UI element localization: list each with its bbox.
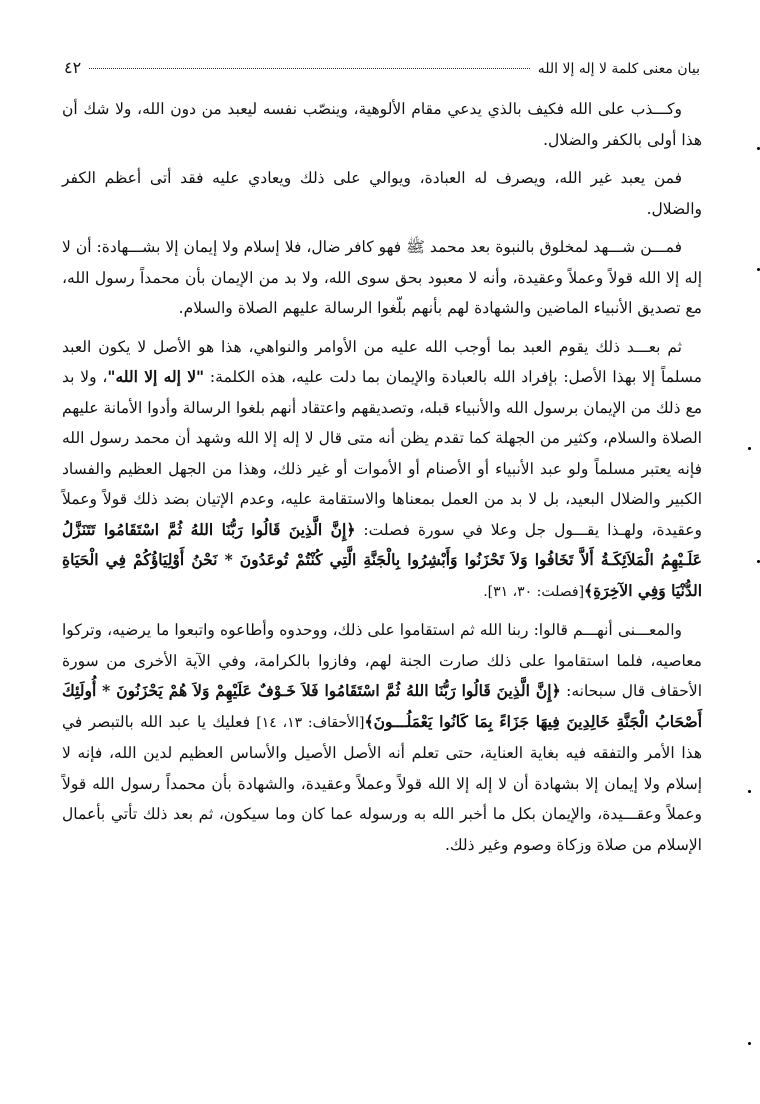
verse-reference-fussilat: [فصلت: ٣٠، ٣١].: [483, 583, 585, 600]
scan-mark: [748, 1042, 751, 1045]
paragraph-5-text-b: فعليك يا عبد الله بالتبصر في هذا الأمر والتفقه فيه بغاية العناية، حتى تعلم أنه الأصل الأصيل والأساس العظيم لدين الله، فإنه لا إسلام ولا إيمان إلا بشهادة أن لا إله إلا الله قولاً وعملاً وعقيدة، والشهادة بأن محمداً رسول الله قولاً وعملاً وعقـــيدة، والإيمان بكل ما أخبر الله به ورسوله عما كان وما سيكون، ثم بعد ذلك تأتي بأعمال الإسلام من صلاة وزكاة وصوم وغير ذلك.: [62, 712, 702, 854]
paragraph-1: وكـــذب على الله فكيف بالذي يدعي مقام الألوهية، وينصّب نفسه ليعبد من دون الله، ولا شك أن هذا أولى بالكفر والضلال.: [62, 100, 702, 149]
verse-reference-ahqaf: [الأحقاف: ١٣، ١٤]: [256, 714, 365, 731]
quran-verse-fussilat: ﴿إِنَّ الَّذِينَ قَالُوا رَبُّنَا اللهُ ثُمَّ اسْتَقَامُوا تَتَنَزَّلُ عَلَـيْهِمُ الْمَلاَئِكَـةُ أَلاَّ تَخَافُوا وَلاَ تَحْزَنُوا وَأَبْشِرُوا بِالْجَنَّةِ الَّتِي كُنْتُمْ تُوعَدُونَ * نَحْنُ أَوْلِيَاؤُكُمْ فِي الْحَيَاةِ الدُّنْيَا وَفِي الآخِرَةِ﴾: [62, 519, 702, 600]
paragraph-5: [62, 615, 702, 860]
dotted-leader: [89, 68, 530, 69]
paragraph-2: فمن يعبد غير الله، ويصرف له العبادة، ويوالي على ذلك ويعادي عليه فقد أتى أعظم الكفر والضلال.: [62, 169, 702, 218]
paragraph-5-text-a: والمعـــنى أنهـــم قالوا: ربنا الله ثم استقاموا على ذلك، ووحدوه وأطاعوه واتبعوا ما يرضيه، وتركوا معاصيه، فلما استقاموا على ذلك صارت الجنة لهم، وفازوا بالكرامة، وفي الآية الأخرى من سورة الأحقاف قال سبحانه:: [62, 621, 702, 700]
quran-verse-ahqaf: ﴿إِنَّ الَّذِينَ قَالُوا رَبُّنَا اللهُ ثُمَّ اسْتَقَامُوا فَلاَ خَـوْفٌ عَلَيْهِمْ وَلاَ هُمْ يَحْزَنُونَ * أُولَئِكَ أَصْحَابُ الْجَنَّةِ خَالِدِينَ فِيهَا جَزَاءً بِمَا كَانُوا يَعْمَلُـــونَ﴾: [62, 681, 702, 731]
running-header: [64, 58, 700, 77]
paragraph-4-text-a: ثم بعـــد ذلك يقوم العبد بما أوجب الله عليه من الأوامر والنواهي، هذا هو الأصل لا يكون العبد مسلماً إلا بهذا الأصل: بإفراد الله بالعبادة والإيمان بما دلت عليه، هذه الكلمة:: [62, 337, 702, 386]
header-title: بيان معنى كلمة لا إله إلا الله: [537, 61, 700, 77]
body-text: [62, 94, 702, 860]
shahada-phrase: "لا إله إلا الله": [107, 367, 205, 386]
scan-mark: [748, 447, 751, 450]
paragraph-4: [62, 332, 702, 608]
page-number: ٤٢: [64, 58, 82, 77]
scan-mark: [748, 790, 751, 793]
paragraph-3: فمـــن شـــهد لمخلوق بالنبوة بعد محمد ﷺ فهو كافر ضال، فلا إسلام ولا إيمان إلا بشـــهادة: أن لا إله إلا الله قولاً وعملاً وعقيدة، وأنه لا معبود بحق سوى الله، ولا بد من الإيمان بأن محمداً رسول الله، مع تصديق الأنبياء الماضين والشهادة لهم بأنهم بلّغوا الرسالة عليهم الصلاة والسلام.: [62, 238, 702, 317]
paragraph-4-text-b: ، ولا بد مع ذلك من الإيمان برسول الله والأنبياء قبله، وتصديقهم واعتقاد أنهم بلغوا الرسالة وأدوا الأمانة عليهم الصلاة والسلام، وكثير من الجهلة كما تقدم يظن أنه متى قال لا إله إلا الله وشهد أن محمد رسول الله فإنه يعتبر مسلماً ولو عبد الأنبياء أو الأصنام أو الأموات أو غير ذلك، وهذا من الجهل العظيم والفساد الكبير والضلال البعيد، بل لا بد من العمل بمعناها والاستقامة عليه، وعدم الإتيان بضد ذلك قولاً وعملاً وعقيدة، ولهـذا يقـــول جل وعلا في سورة فصلت:: [62, 368, 702, 539]
